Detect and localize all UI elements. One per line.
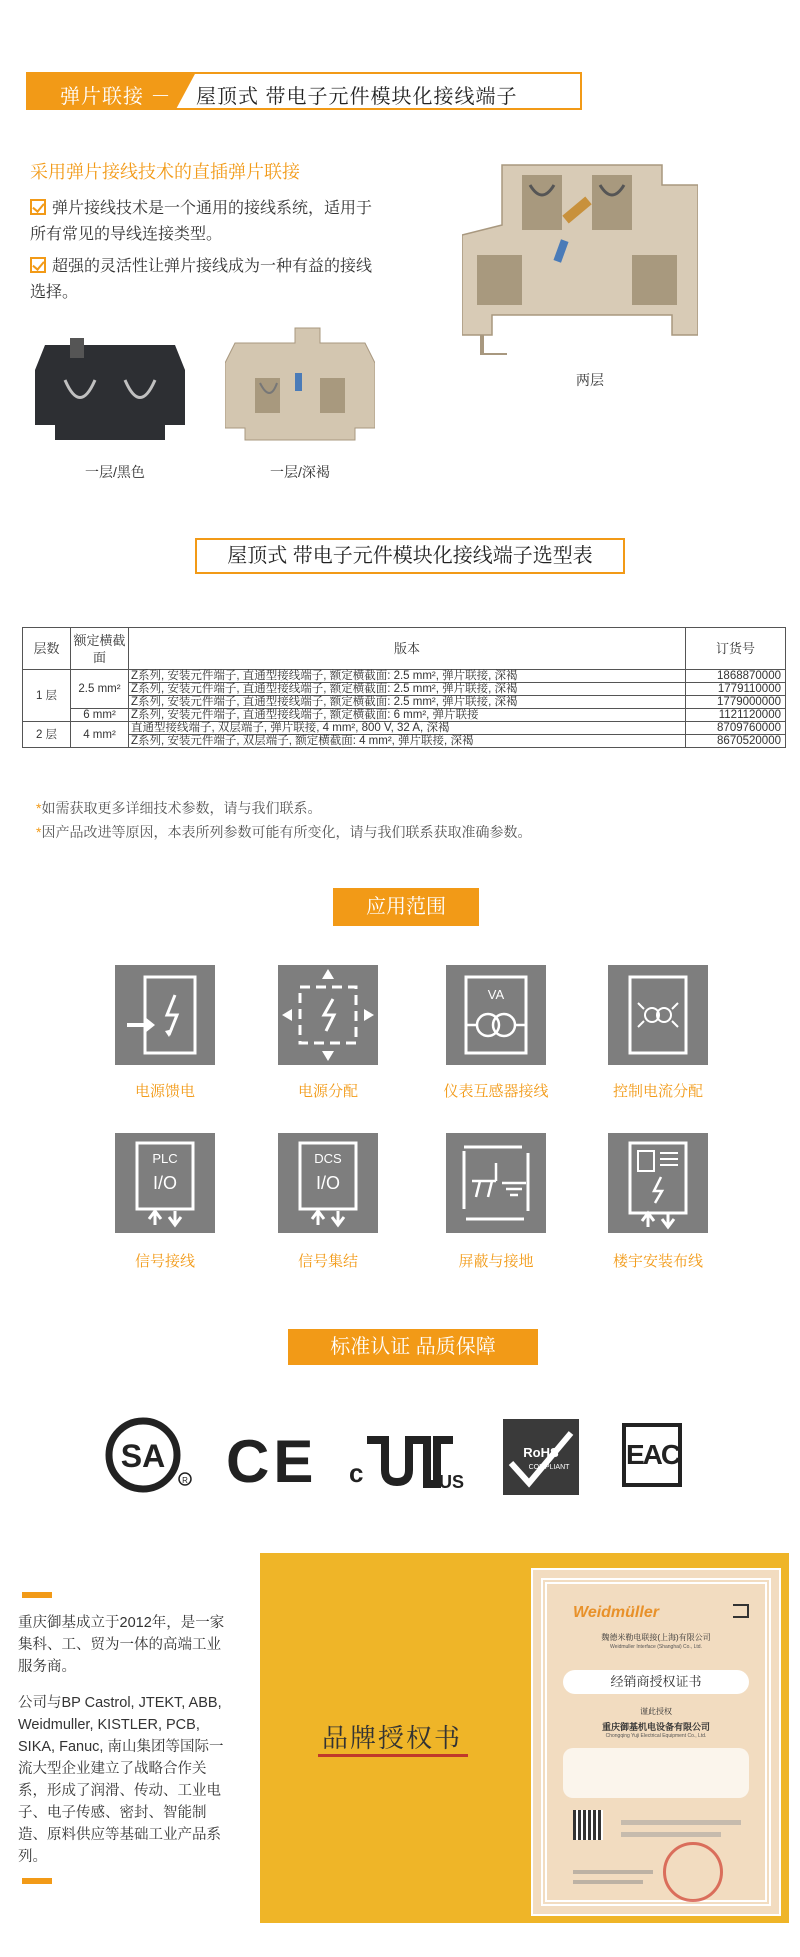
rohs-logo-icon — [503, 1419, 579, 1495]
app-label-transformer: 仪表互感器接线 — [443, 1083, 549, 1100]
weidmuller-logo: Weidmüller — [573, 1604, 659, 1621]
check-icon — [30, 257, 46, 273]
cell-version: Z系列, 安装元件端子, 直通型接线端子, 额定横截面: 2.5 mm², 弹片联接, 深褐 — [129, 670, 686, 683]
authorization-certificate — [531, 1568, 781, 1916]
cert-text-line — [621, 1832, 721, 1837]
table-row — [23, 683, 786, 696]
caption-one-layer-black: 一层/黑色 — [85, 464, 145, 480]
selection-table-title: 屋顶式 带电子元件模块化接线端子选型表 — [195, 538, 625, 574]
csa-logo-icon — [105, 1415, 195, 1500]
ul-logo-icon — [345, 1428, 470, 1503]
col-header-layers: 层数 — [23, 628, 71, 670]
caption-two-layer: 两层 — [576, 372, 604, 388]
svg-text:RoHS: RoHS — [523, 1445, 559, 1460]
app-label-signal-aggregation: 信号集结 — [297, 1253, 358, 1270]
ce-logo-icon: CE — [226, 1428, 318, 1495]
cell-section: 4 mm² — [71, 722, 129, 748]
table-header-row — [23, 628, 786, 670]
brand-underline — [318, 1754, 468, 1757]
cell-order: 1868870000 — [686, 670, 786, 683]
svg-text:VA: VA — [487, 987, 505, 1002]
cell-order: 8670520000 — [686, 735, 786, 748]
cert-dealer-cn: 重庆御基机电设备有限公司 — [601, 1722, 710, 1732]
table-row — [23, 722, 786, 735]
cell-order: 1779110000 — [686, 683, 786, 696]
svg-text:PLC: PLC — [152, 1151, 178, 1166]
cert-text-line — [573, 1870, 653, 1874]
red-seal-icon — [663, 1842, 723, 1902]
cert-text-line — [621, 1820, 741, 1825]
product-one-layer-brown-image — [225, 318, 375, 443]
accent-bar-top — [22, 1592, 52, 1598]
svg-text:SA: SA — [120, 1438, 166, 1474]
cell-layer: 2 层 — [23, 722, 71, 748]
col-header-version: 版本 — [129, 628, 686, 670]
eac-logo-icon: EAC — [622, 1423, 682, 1487]
caption-one-layer-brown: 一层/深褐 — [270, 464, 330, 480]
certificate-border — [541, 1578, 771, 1906]
col-header-order: 订货号 — [686, 628, 786, 670]
accent-bar-bottom — [22, 1878, 52, 1884]
certification-section-title: 标准认证 品质保障 — [288, 1329, 538, 1365]
note-2: *因产品改进等原因，本表所列参数可能有所变化，请与我们联系获取准确参数。 — [36, 824, 532, 840]
table-row — [23, 670, 786, 683]
cert-company-en: Weidmuller Interface (Shanghai) Co., Ltd. — [610, 1644, 702, 1650]
intro-subtitle: 采用弹片接线技术的直插弹片联接 — [30, 162, 300, 182]
cert-company-cn: 魏德米勒电联接(上海)有限公司 — [601, 1633, 711, 1642]
table-row — [23, 709, 786, 722]
company-intro: 重庆御基成立于2012年，是一家集科、工、贸为一体的高端工业服务商。 公司与BP Castrol, JTEKT, ABB, Weidmuller, KISTLER, PCB, SIKA, Fanuc, 南山集团等国际一流大型企业建立了战略合作关系，形成了润滑、传动、工业电子、电子传感、密封、智能制造、原料供应等基础工业产品系列。 — [18, 1615, 225, 1865]
cell-version: 直通型接线端子, 双层端子, 弹片联接, 4 mm², 800 V, 32 A, 深褐 — [129, 722, 686, 735]
cell-version: Z系列, 安装元件端子, 直通型接线端子, 额定横截面: 6 mm², 弹片联接 — [129, 709, 686, 722]
table-row — [23, 735, 786, 748]
app-label-power-distribution: 电源分配 — [297, 1083, 358, 1100]
qr-code-icon — [573, 1810, 603, 1840]
col-header-section: 额定横截面 — [71, 628, 129, 670]
app-label-power-feed: 电源馈电 — [134, 1083, 195, 1100]
cert-title: 经销商授权证书 — [563, 1670, 749, 1694]
power-feed-icon — [115, 965, 215, 1065]
app-label-building-wiring: 楼宇安装布线 — [612, 1253, 703, 1270]
intro-bullet-2: 超强的灵活性让弹片接线成为一种有益的接线选择。 — [30, 258, 373, 301]
header-right-title: 屋顶式 带电子元件模块化接线端子 — [196, 86, 518, 108]
product-one-layer-black-image — [35, 330, 185, 445]
cell-order: 1121120000 — [686, 709, 786, 722]
shield-ground-icon — [446, 1133, 546, 1233]
product-two-layer-image — [462, 145, 698, 355]
svg-text:I/O: I/O — [315, 1173, 341, 1193]
control-current-icon — [608, 965, 708, 1065]
app-label-control-current: 控制电流分配 — [612, 1083, 703, 1100]
cell-order: 8709760000 — [686, 722, 786, 735]
cell-section: 2.5 mm² — [71, 670, 129, 709]
building-wiring-icon — [608, 1133, 708, 1233]
cell-version: Z系列, 安装元件端子, 双层端子, 额定横截面: 4 mm², 弹片联接, 深褐 — [129, 735, 686, 748]
svg-text:I/O: I/O — [152, 1173, 178, 1193]
header-left-title: 弹片联接 － — [60, 86, 172, 108]
table-row — [23, 696, 786, 709]
check-icon — [30, 199, 46, 215]
intro-bullet-1: 弹片接线技术是一个通用的接线系统，适用于所有常见的导线连接类型。 — [30, 200, 373, 243]
app-label-shield-ground: 屏蔽与接地 — [458, 1253, 534, 1270]
cell-layer: 1 层 — [23, 670, 71, 722]
cell-section: 6 mm² — [71, 709, 129, 722]
dcs-io-icon — [278, 1133, 378, 1233]
svg-text:US: US — [439, 1472, 465, 1492]
brand-authorization-title: 品牌授权书 — [322, 1723, 463, 1753]
plc-io-icon — [115, 1133, 215, 1233]
cell-version: Z系列, 安装元件端子, 直通型接线端子, 额定横截面: 2.5 mm², 弹片联接, 深褐 — [129, 683, 686, 696]
app-label-signal-wiring: 信号接线 — [134, 1253, 195, 1270]
cert-info-box — [563, 1748, 749, 1798]
svg-text:COMPLIANT: COMPLIANT — [528, 1464, 570, 1471]
cell-order: 1779000000 — [686, 696, 786, 709]
note-1: *如需获取更多详细技术参数，请与我们联系。 — [36, 800, 322, 816]
weidmuller-mark-icon — [733, 1604, 749, 1618]
power-distribution-icon — [278, 965, 378, 1065]
svg-text:R: R — [182, 1476, 188, 1485]
cert-text-line — [573, 1880, 643, 1884]
cert-dealer-en: Chongqing Yuji Electrical Equipment Co., Ltd. — [605, 1733, 707, 1739]
cell-version: Z系列, 安装元件端子, 直通型接线端子, 额定横截面: 2.5 mm², 弹片联接, 深褐 — [129, 696, 686, 709]
cert-authorize: 谨此授权 — [640, 1707, 672, 1716]
application-section-title: 应用范围 — [333, 888, 479, 926]
svg-text:c: c — [349, 1458, 364, 1488]
svg-text:DCS: DCS — [314, 1151, 342, 1166]
transformer-icon — [446, 965, 546, 1065]
selection-table — [22, 627, 786, 748]
